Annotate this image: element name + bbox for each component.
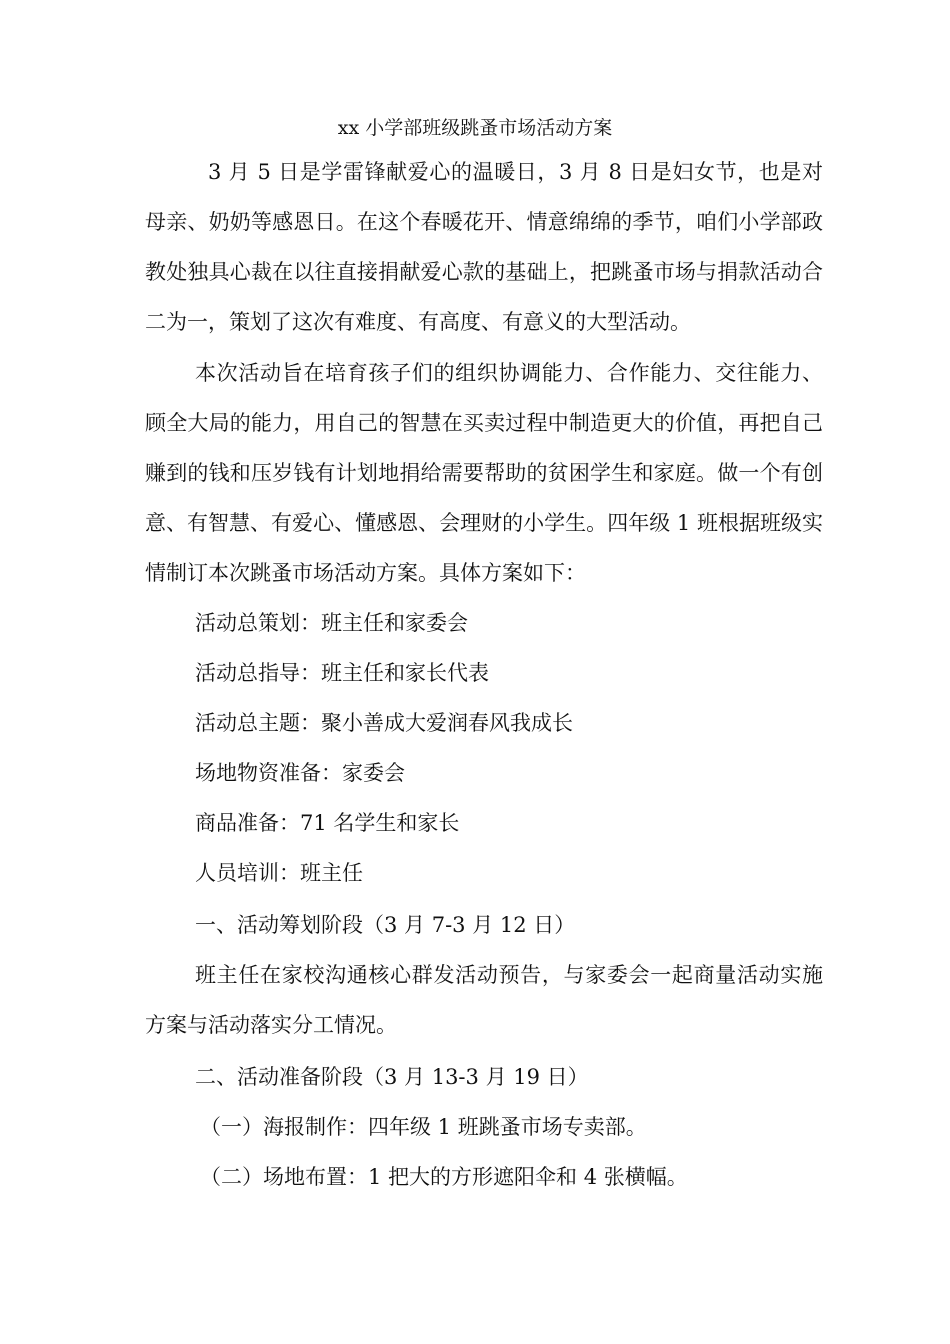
plan-item-training: 人员培训：班主任 <box>195 861 363 885</box>
plan-item-chief-planner: 活动总策划：班主任和家委会 <box>195 611 468 635</box>
plan-item-venue-supplies: 场地物资准备：家委会 <box>195 761 405 785</box>
plan-item-goods: 商品准备：71 名学生和家长 <box>195 811 460 835</box>
section2-item-venue: （二）场地布置：1 把大的方形遮阳伞和 4 张横幅。 <box>200 1165 688 1189</box>
section2-heading: 二、活动准备阶段（3 月 13-3 月 19 日） <box>195 1065 589 1089</box>
document-title: xx 小学部班级跳蚤市场活动方案 <box>337 117 613 139</box>
plan-item-theme: 活动总主题：聚小善成大爱润春风我成长 <box>195 711 573 735</box>
section2-item-poster: （一）海报制作：四年级 1 班跳蚤市场专卖部。 <box>200 1115 647 1139</box>
intro-paragraph: 3 月 5 日是学雷锋献爱心的温暖日，3 月 8 日是妇女节，也是对母亲、奶奶等感恩日。在这个春暖花开、情意绵绵的季节，咱们小学部政教处独具心裁在以往直接捐献爱心款的基础上，把跳蚤市场与捐款活动合二为一，策划了这次有难度、有高度、有意义的大型活动。 <box>145 160 823 334</box>
purpose-paragraph: 本次活动旨在培育孩子们的组织协调能力、合作能力、交往能力、顾全大局的能力，用自己的智慧在买卖过程中制造更大的价值，再把自己赚到的钱和压岁钱有计划地捐给需要帮助的贫困学生和家庭。做一个有创意、有智慧、有爱心、懂感恩、会理财的小学生。四年级 1 班根据班级实情制订本次跳蚤市场活动方案。具体方案如下： <box>145 361 823 585</box>
plan-item-chief-guide: 活动总指导：班主任和家长代表 <box>195 661 489 685</box>
section1-paragraph: 班主任在家校沟通核心群发活动预告，与家委会一起商量活动实施方案与活动落实分工情况。 <box>145 963 823 1037</box>
section1-heading: 一、活动筹划阶段（3 月 7-3 月 12 日） <box>195 913 576 937</box>
